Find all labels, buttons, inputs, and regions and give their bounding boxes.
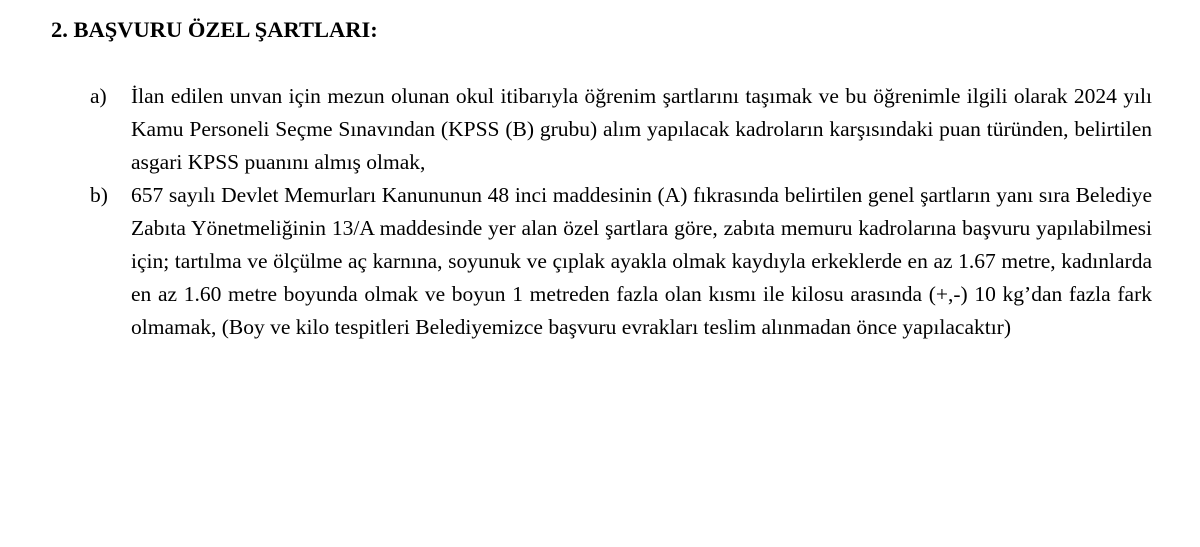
list-item-b (90, 179, 1152, 344)
list-item-a (90, 80, 1152, 179)
list-text-b: 657 sayılı Devlet Memurları Kanununun 48 inci maddesinin (A) fıkrasında belirtilen genel şartların yanı sıra Belediye Zabıta Yönetmeliğinin 13/A maddesinde yer alan özel şartlara göre, zabıta memuru kadrolarına başvuru yapılabilmesi için; tartılma ve ölçülme aç karnına, soyunuk ve çıplak ayakla olmak kaydıyla erkeklerde en az 1.67 metre, kadınlarda en az 1.60 metre boyunda olmak ve boyun 1 metreden fazla olan kısmı ile kilosu arasında (+,-) 10 kg’dan fazla fark olmamak, (Boy ve kilo tespitleri Belediyemizce başvuru evrakları teslim alınmadan önce yapılacaktır) (131, 183, 1152, 339)
section-heading: 2. BAŞVURU ÖZEL ŞARTLARI: (51, 17, 378, 42)
requirements-list (90, 80, 1152, 344)
list-marker-a: a) (90, 84, 107, 108)
list-marker-b: b) (90, 183, 108, 207)
list-text-a: İlan edilen unvan için mezun olunan okul itibarıyla öğrenim şartlarını taşımak ve bu öğrenimle ilgili olarak 2024 yılı Kamu Personeli Seçme Sınavından (KPSS (B) grubu) alım yapılacak kadroların karşısındaki puan türünden, belirtilen asgari KPSS puanını almış olmak, (131, 84, 1152, 174)
